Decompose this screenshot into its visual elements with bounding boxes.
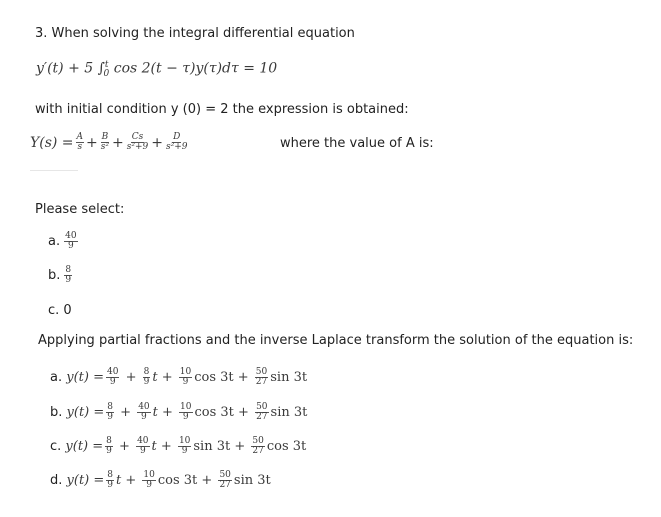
term-fraction: $\frac{10}{9}$: [179, 367, 192, 387]
term-variable: t: [116, 473, 122, 488]
term-variable: t: [152, 370, 158, 385]
solution-option-d[interactable]: d. y(t) = $\frac{8}{9}$ t + $\frac{10}{9}$ cos 3t + $\frac{50}{27}$ sin 3t: [50, 470, 271, 490]
answer-option-c[interactable]: [48, 303, 72, 318]
solution-option-a[interactable]: a. y(t) = $\frac{40}{9}$ + $\frac{8}{9}$ t + $\frac{10}{9}$ cos 3t + $\frac{50}{27}$ sin 3t: [50, 367, 308, 387]
solution-option-c[interactable]: c. y(t) = $\frac{8}{9}$ + $\frac{40}{9}$ t + $\frac{10}{9}$ sin 3t + $\frac{50}{27}$ cos 3t: [50, 436, 307, 456]
term-fraction: $\frac{8}{9}$: [143, 367, 150, 387]
option-c-value: 0: [63, 303, 72, 318]
term-trig: cos 3t: [266, 439, 307, 454]
solution-lhs: y(t) =: [66, 473, 105, 488]
plus-sign: +: [86, 134, 98, 151]
answer-option-a[interactable]: [48, 232, 80, 251]
option-letter: b.: [48, 268, 61, 283]
option-letter: d.: [50, 473, 63, 488]
solution-lhs: y(t) =: [65, 439, 104, 454]
question-3-intro: 3. When solving the integral differential equation: [35, 26, 355, 41]
term-fraction: $\frac{10}{9}$: [178, 436, 191, 456]
term-trig: cos 3t: [157, 473, 198, 488]
term-fraction: $\frac{40}{9}$: [107, 367, 119, 387]
integral-lower-limit: 0: [103, 69, 110, 80]
term-fraction: $\frac{50}{27}$: [255, 367, 268, 387]
option-letter: c.: [50, 439, 62, 454]
term-fraction: $\frac{8}{9}$: [107, 402, 114, 422]
term-fraction: $\frac{40}{9}$: [137, 436, 149, 456]
term-variable: t: [152, 405, 158, 420]
term-trig: sin 3t: [193, 439, 231, 454]
term-trig: sin 3t: [270, 370, 308, 385]
question-4-intro: Applying partial fractions and the inverse Laplace transform the solution of the equation is:: [38, 333, 634, 348]
term-fraction: $\frac{10}{9}$: [180, 402, 192, 422]
term-fraction: $\frac{50}{27}$: [252, 436, 264, 456]
option-letter: a.: [50, 370, 63, 385]
equation-lhs: y′(t) + 5 ∫: [36, 60, 105, 77]
where-value-text: where the value of A is:: [280, 136, 434, 151]
fraction-d-over-s2-9: $\frac{D}{\text{s²+9}}$: [165, 132, 188, 152]
term-fraction: $\frac{10}{9}$: [143, 470, 155, 490]
term-fraction: $\frac{40}{9}$: [138, 402, 150, 422]
term-fraction: $\frac{8}{9}$: [106, 436, 112, 456]
term-variable: t: [151, 439, 157, 454]
term-trig: cos 3t: [194, 370, 234, 385]
option-letter: a.: [48, 234, 61, 249]
divider: [30, 170, 78, 171]
fraction-b-over-s2: $\frac{B}{\text{s²}}$: [100, 132, 109, 152]
term-fraction: $\frac{50}{27}$: [219, 470, 231, 490]
option-a-fraction: $\frac{40}{9}$: [65, 231, 77, 251]
term-fraction: $\frac{8}{9}$: [107, 470, 114, 490]
option-letter: b.: [50, 405, 63, 420]
term-trig: sin 3t: [270, 405, 308, 420]
option-b-fraction: $\frac{8}{9}$: [65, 265, 72, 285]
solution-lhs: y(t) =: [66, 405, 105, 420]
plus-sign: +: [151, 134, 163, 151]
expression-lhs: Y(s) =: [30, 134, 74, 151]
please-select-label: Please select:: [35, 202, 125, 217]
equation-integrand: cos 2(t − τ)y(τ)dτ = 10: [109, 60, 278, 77]
term-fraction: $\frac{50}{27}$: [256, 402, 268, 422]
solution-lhs: y(t) =: [66, 370, 104, 385]
laplace-expression: [30, 133, 190, 152]
solution-option-b[interactable]: b. y(t) = $\frac{8}{9}$ + $\frac{40}{9}$ t + $\frac{10}{9}$ cos 3t + $\frac{50}{27}$ sin 3t: [50, 402, 308, 422]
term-trig: cos 3t: [194, 405, 234, 420]
plus-sign: +: [112, 134, 124, 151]
fraction-a-over-s: $\frac{A}{s}$: [76, 132, 84, 152]
term-trig: sin 3t: [233, 473, 271, 488]
integral-equation: [36, 60, 277, 79]
fraction-cs-over-s2-9: $\frac{Cs}{\text{s²+9}}$: [126, 132, 149, 152]
integral-upper-limit: t: [104, 60, 109, 70]
option-letter: c.: [48, 303, 60, 318]
answer-option-b[interactable]: [48, 266, 74, 285]
initial-condition-text: with initial condition y (0) = 2 the expression is obtained:: [35, 102, 409, 117]
